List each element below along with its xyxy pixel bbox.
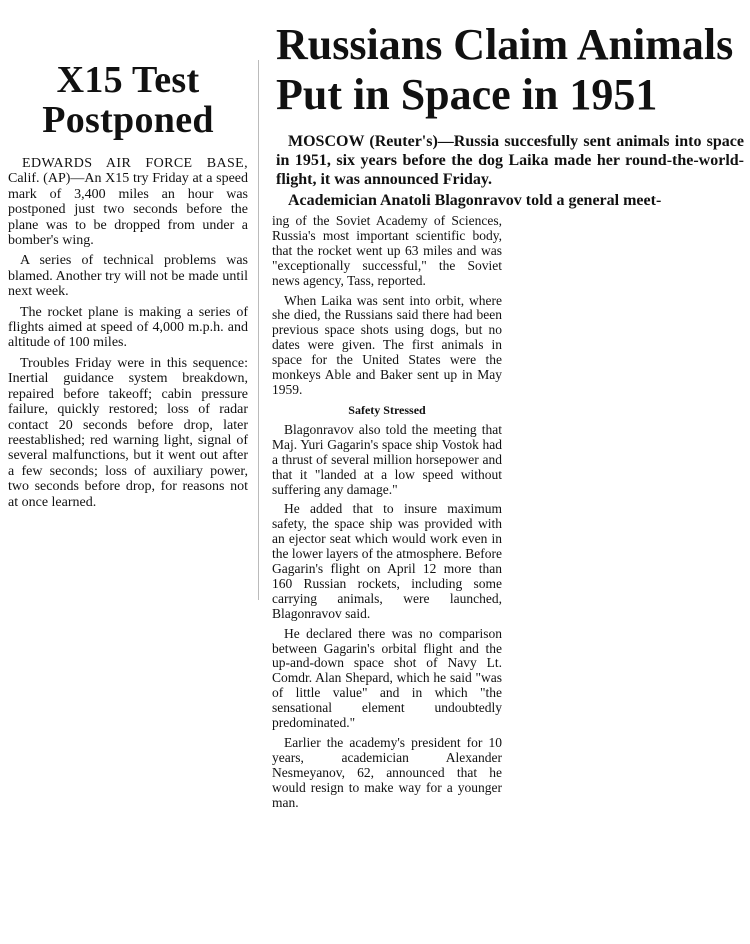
column-divider <box>258 60 259 600</box>
right-paragraph-3: Blagonravov also told the meeting that Maj. Yuri Gagarin's space ship Vostok had a thrust of several million horsepower and that it "landed at a low speed without suffering any damage." <box>272 421 502 497</box>
left-paragraph-2: A series of technical problems was blamed. Another try will not be made until next week. <box>8 253 248 300</box>
left-headline <box>8 60 248 140</box>
left-article-body <box>8 156 248 510</box>
left-dateline: EDWARDS AIR FORCE BASE, <box>22 156 248 171</box>
right-paragraph-6: Earlier the academy's president for 10 years, academician Alexander Nesmeyanov, 62, announced that he would resign to make way for a younger man. <box>272 735 502 810</box>
left-paragraph-4: Troubles Friday were in this sequence: Inertial guidance system breakdown, repaired before takeoff; cabin pressure failure, quickly restored; loss of radar contact 20 seconds before drop, later reestablished; red warning light, signal of several malfunctions, but it went out after a few seconds; loss of auxiliary power, two seconds before drop, for reasons not at once learned. <box>8 355 248 510</box>
left-article <box>8 0 248 515</box>
right-article <box>272 0 744 816</box>
right-paragraph-5: He declared there was no comparison between Gagarin's orbital flight and the up-and-down space shot of Navy Lt. Comdr. Alan Shepard, which he said "was of little value" and in which "the sensational element undoubtedly predominated." <box>272 625 502 731</box>
right-paragraph-1: ing of the Soviet Academy of Sciences, Russia's most important scientific body, that the rocket went up 63 miles and was "exceptionally successful," the Soviet news agency, Tass, reported. <box>272 213 502 288</box>
right-article-column <box>272 214 502 811</box>
right-lead-paragraph-1: MOSCOW (Reuter's)—Russia succesfully sent animals into space in 1951, six years before the dog Laika made her round-the-world-flight, it was announced Friday. <box>276 133 744 188</box>
left-paragraph-1 <box>8 156 248 248</box>
left-paragraph-3: The rocket plane is making a series of flights aimed at speed of 4,000 m.p.h. and altitude of 100 miles. <box>8 304 248 351</box>
right-paragraph-2: When Laika was sent into orbit, where she died, the Russians said there had been previous space shots using dogs, but no dates were given. The first animals in space for the United States were the monkeys Able and Baker sent up in May 1959. <box>272 292 502 397</box>
subhead-safety-stressed: Safety Stressed <box>348 402 426 417</box>
right-headline <box>276 20 744 120</box>
right-paragraph-4: He added that to insure maximum safety, the space ship was provided with an ejector seat which would work even in the lower layers of the atmosphere. Before Gagarin's flight on April 12 more than 160 Russian rockets, including some carrying animals, were launched, Blagonravov said. <box>272 501 502 621</box>
right-lead-paragraph-2: Academician Anatoli Blagonravov told a general meet- <box>288 192 662 209</box>
left-headline-line-2: Postponed <box>42 99 214 141</box>
right-headline-line-1: Russians Claim Animals <box>276 20 734 69</box>
left-paragraph-1-text: Calif. (AP)—An X15 try Friday at a speed mark of 3,400 miles an hour was postponed just two seconds before the plane was to be dropped from under a bomber's wing. <box>8 171 248 249</box>
right-headline-line-2: Put in Space in 1951 <box>276 70 658 119</box>
left-headline-line-1: X15 Test <box>56 59 200 101</box>
